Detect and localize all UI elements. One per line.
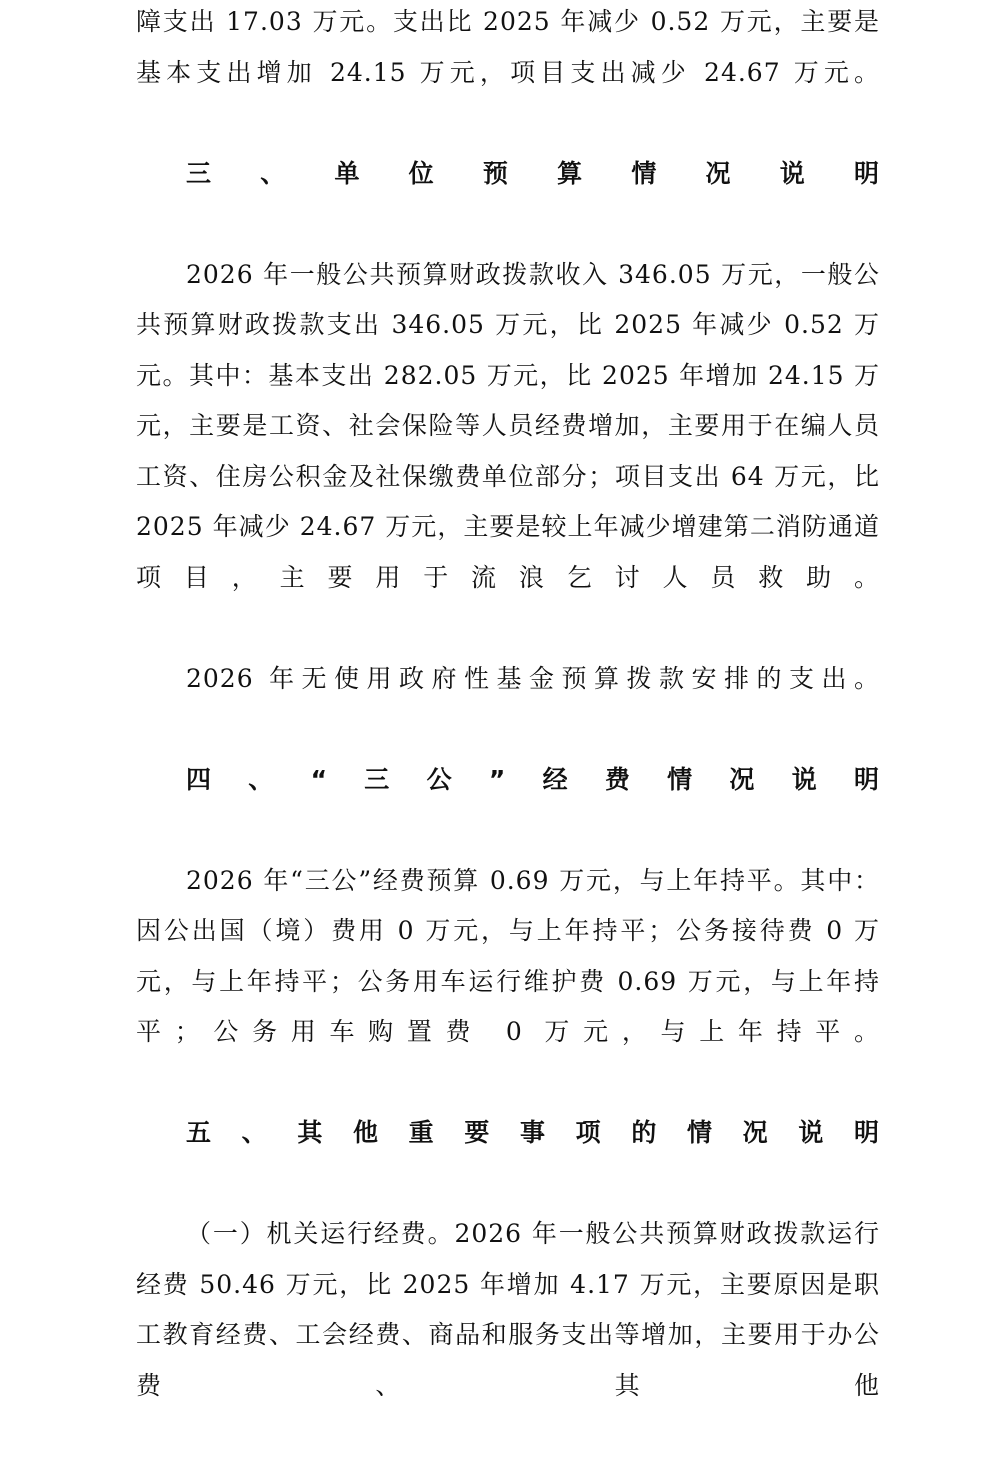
paragraph-unit-budget: 2026 年一般公共预算财政拨款收入 346.05 万元，一般公共预算财政拨款支出 346.05 万元，比 2025 年减少 0.52 万元。其中：基本支出 282.05 万元，比 2025 年增加 24.15 万元，主要是工资、社会保险等人员经费增加，主要用于在编人员工资、住房公积金及社保缴费单位部分；项目支出 64 万元，比 2025 年减少 24.67 万元，主要是较上年减少增建第二消防通道项目，主要用于流浪乞讨人员救助。 (136, 259, 880, 592)
paragraph-continued: 障支出 17.03 万元。支出比 2025 年减少 0.52 万元，主要是基本支出增加 24.15 万元，项目支出减少 24.67 万元。 (136, 7, 880, 87)
section-heading-three-public-expenses: 四、“三公”经费情况说明 (186, 764, 880, 794)
paragraph-government-fund: 2026 年无使用政府性基金预算拨款安排的支出。 (186, 663, 880, 693)
paragraph-operating-expenses: （一）机关运行经费。2026 年一般公共预算财政拨款运行经费 50.46 万元，比 2025 年增加 4.17 万元，主要原因是职工教育经费、工会经费、商品和服务支出等增加，主要用于办公费、其他 (136, 1219, 880, 1400)
section-heading-other-matters: 五、其他重要事项的情况说明 (186, 1118, 880, 1147)
paragraph-three-public-expenses: 2026 年“三公”经费预算 0.69 万元，与上年持平。其中：因公出国（境）费用 0 万元，与上年持平；公务接待费 0 万元，与上年持平；公务用车运行维护费 0.69 万元，与上年持平；公务用车购置费 0 万元，与上年持平。 (136, 865, 880, 1046)
document-page (136, 0, 880, 1462)
section-heading-unit-budget: 三、单位预算情况说明 (186, 158, 880, 188)
